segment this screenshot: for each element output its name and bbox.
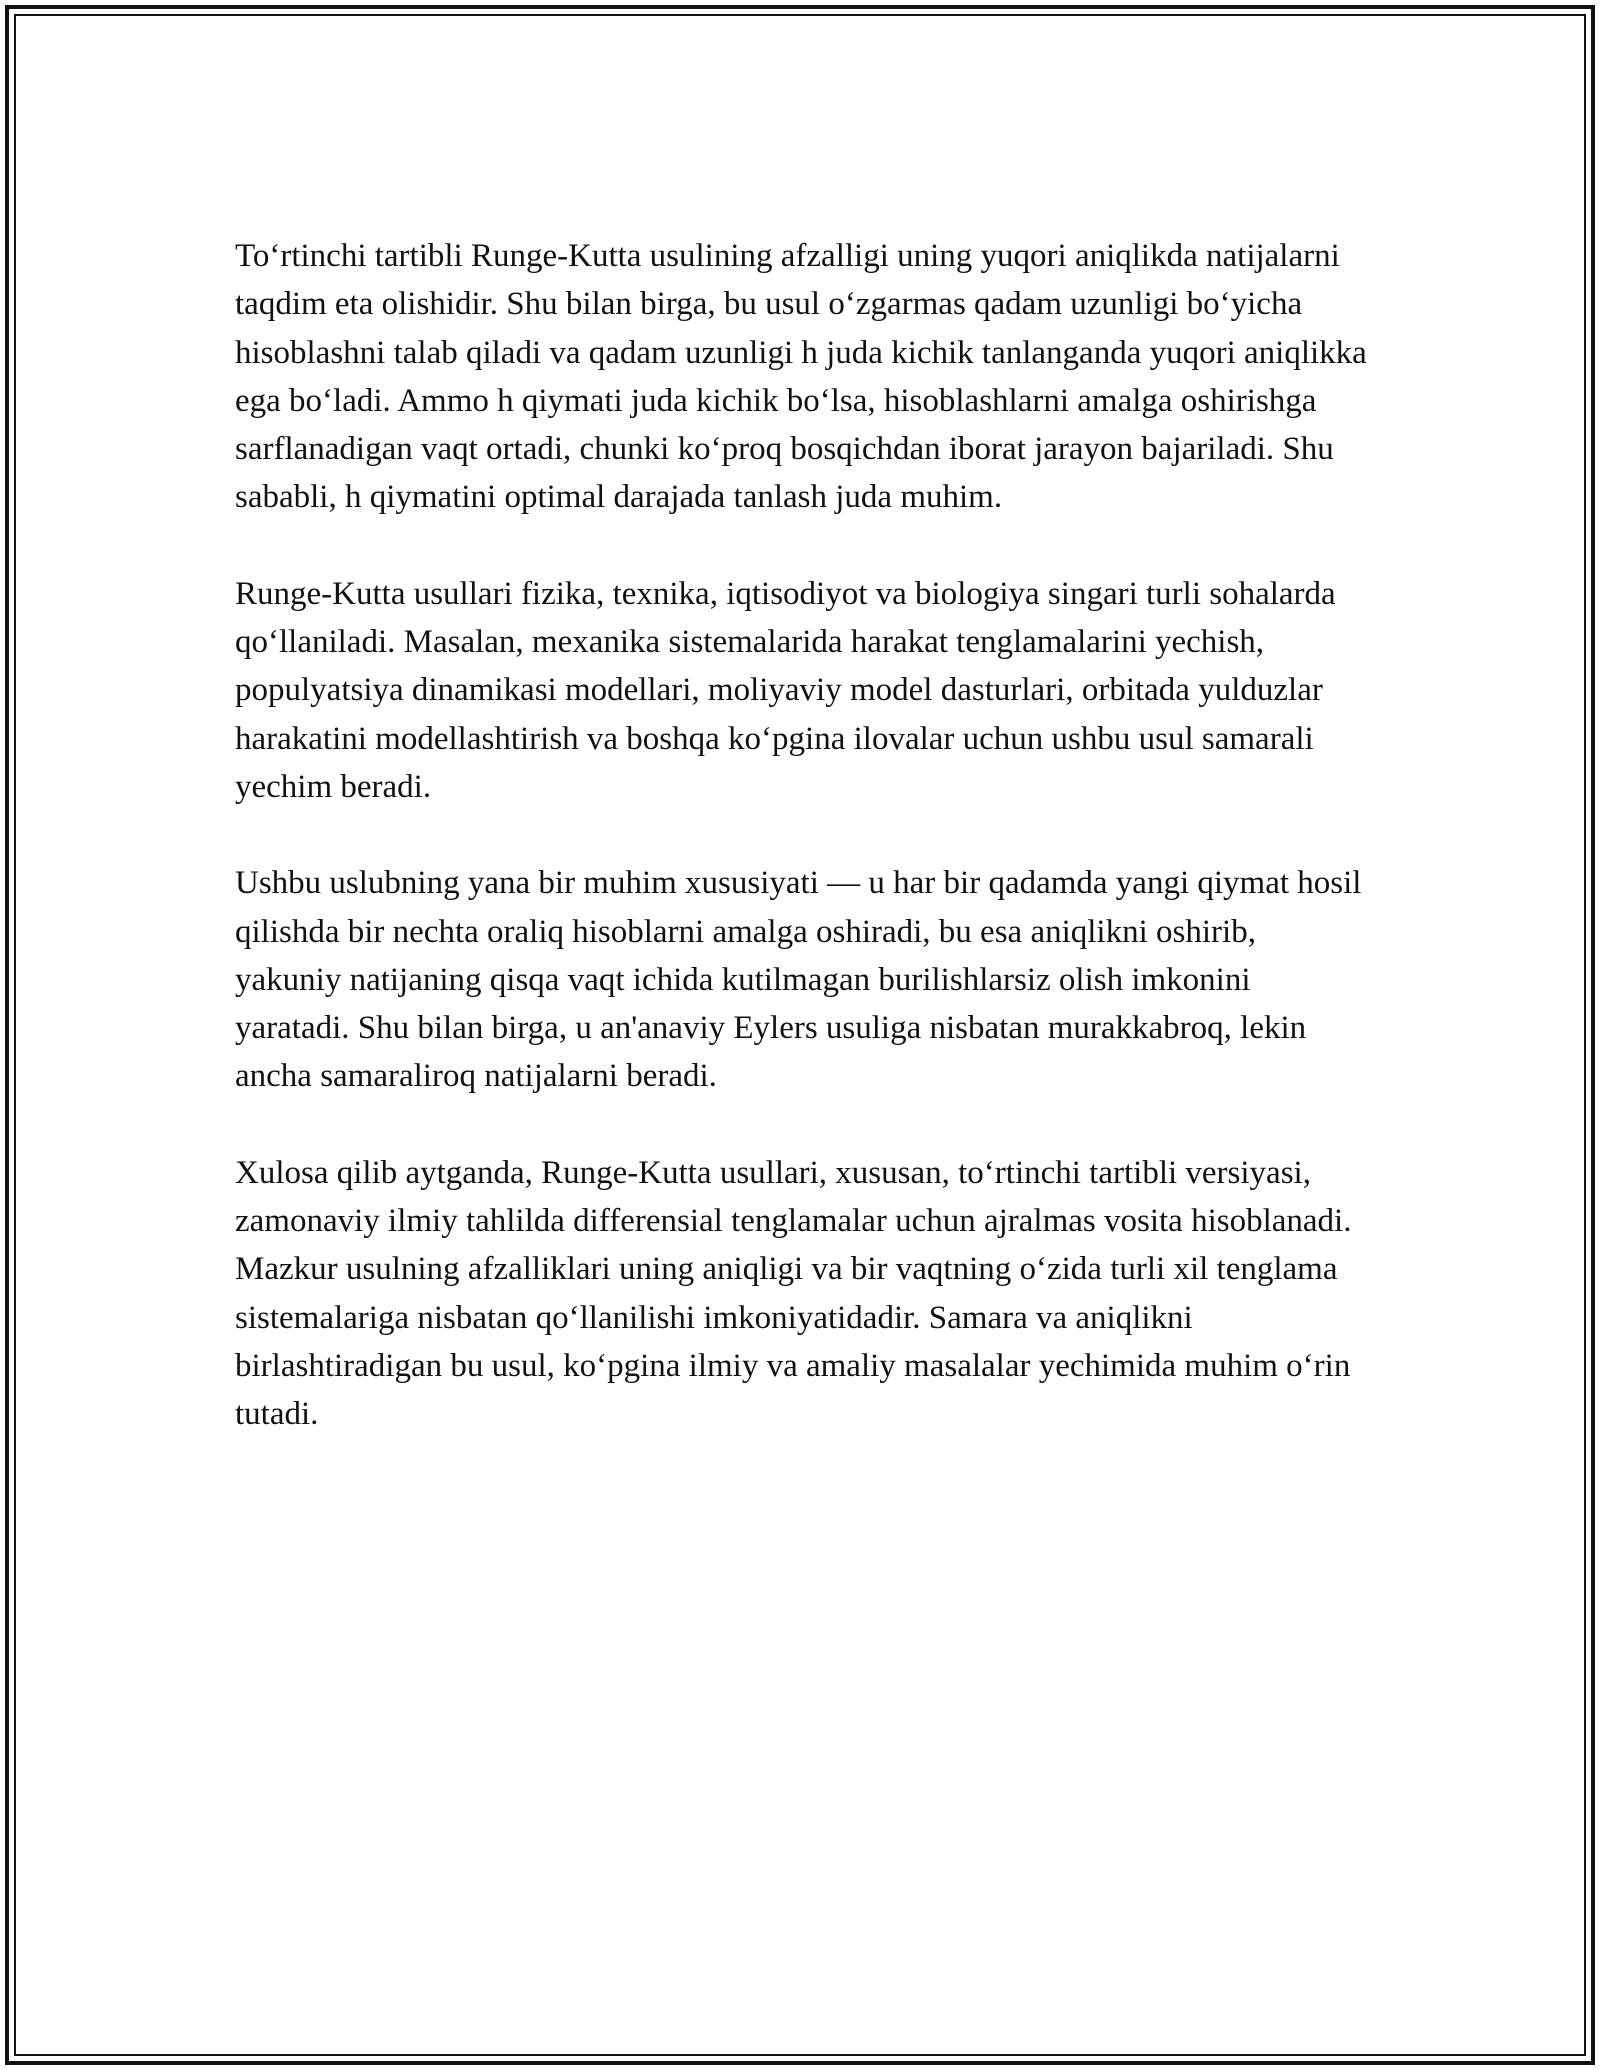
paragraph-method-feature: Ushbu uslubning yana bir muhim xususiyati — u har bir qadamda yangi qiymat hosil qilishda bir nechta oraliq hisoblarni amalga oshiradi, bu esa aniqlikni oshirib, yakuniy natijaning qisqa vaqt ichida kutilmagan burilishlarsiz olish imkonini yaratadi. Shu bilan birga, u an'anaviy Eylers usuliga nisbatan murakkabroq, lekin ancha samaraliroq natijalarni beradi. [235,865,1362,1095]
document-body [235,232,1370,1487]
paragraph-conclusion: Xulosa qilib aytganda, Runge-Kutta usullari, xususan, to‘rtinchi tartibli versiyasi, zamonaviy ilmiy tahlilda differensial tenglamalar uchun ajralmas vosita hisoblanadi. Mazkur usulning afzalliklari uning aniqligi va bir vaqtning o‘zida turli xil tenglama sistemalariga nisbatan qo‘llanilishi imkoniyatidadir. Samara va aniqlikni birlashtiradigan bu usul, ko‘pgina ilmiy va amaliy masalalar yechimida muhim o‘rin tutadi. [235,1154,1352,1433]
paragraph-runge-kutta-advantage: To‘rtinchi tartibli Runge-Kutta usulining afzalligi uning yuqori aniqlikda natijalarni taqdim eta olishidir. Shu bilan birga, bu usul o‘zgarmas qadam uzunligi bo‘yicha hisoblashni talab qiladi va qadam uzunligi h juda kichik tanlanganda yuqori aniqlikka ega bo‘ladi. Ammo h qiymati juda kichik bo‘lsa, hisoblashlarni amalga oshirishga sarflanadigan vaqt ortadi, chunki ko‘proq bosqichdan iborat jarayon bajariladi. Shu sababli, h qiymatini optimal darajada tanlash juda muhim. [235,238,1367,516]
paragraph-applications: Runge-Kutta usullari fizika, texnika, iqtisodiyot va biologiya singari turli sohalarda qo‘llaniladi. Masalan, mexanika sistemalarida harakat tenglamalarini yechish, populyatsiya dinamikasi modellari, moliyaviy model dasturlari, orbitada yulduzlar harakatini modellashtirish va boshqa ko‘pgina ilovalar uchun ushbu usul samarali yechim beradi. [235,575,1336,805]
